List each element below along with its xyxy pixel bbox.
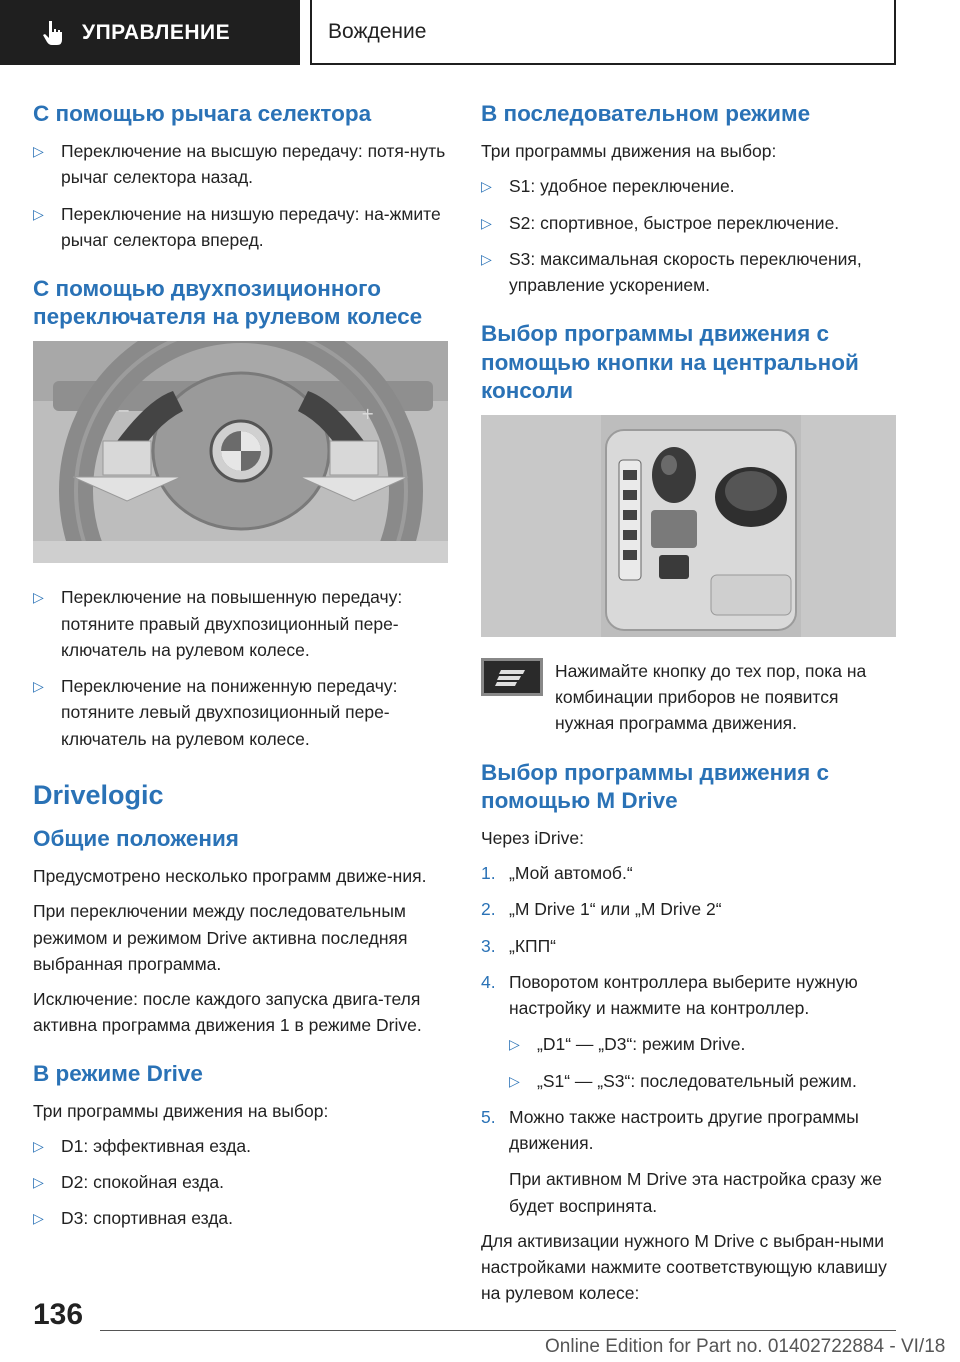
paragraph: Через iDrive: — [481, 827, 584, 848]
paragraph: Для активизации нужного M Drive с выбран-ными настройками нажмите соответствующую клавишу на рулевом колесе: — [481, 1230, 887, 1304]
console-button-row — [481, 658, 896, 737]
numbered-step: 5. Можно также настроить другие программы движения. — [481, 1106, 859, 1153]
mdrive-heading: Выбор программы движения с помощью M Drive — [481, 759, 829, 813]
section-title: Вождение — [328, 19, 427, 43]
footer-divider — [100, 1330, 896, 1331]
paragraph: Нажимайте кнопку до тех пор, пока на комбинации приборов не появится нужная программа движения. — [555, 660, 867, 734]
paddle-shifter-heading: С помощью двухпозиционного переключателя на рулевом колесе — [33, 276, 423, 330]
list-item: ▷ D1: эффективная езда. — [33, 1133, 448, 1159]
drivelogic-heading: Drivelogic — [33, 779, 164, 810]
triangle-bullet-icon: ▷ — [33, 589, 44, 606]
triangle-bullet-icon: ▷ — [481, 178, 492, 195]
general-heading: Общие положения — [33, 825, 239, 851]
steering-wheel-figure — [33, 341, 448, 568]
numbered-step: 3. „КПП“ — [481, 935, 557, 956]
triangle-bullet-icon: ▷ — [33, 205, 44, 222]
paragraph: Три программы движения на выбор: — [481, 141, 777, 162]
list-item: ▷ Переключение на высшую передачу: потя-нуть рычаг селектора назад. — [33, 138, 448, 191]
triangle-bullet-icon: ▷ — [33, 678, 44, 695]
list-item: ▷ „D1“ — „D3“: режим Drive. — [509, 1031, 896, 1057]
section-header — [310, 0, 896, 65]
console-button-heading: Выбор программы движения с помощью кнопки на центральной консоли — [481, 321, 859, 403]
list-item: ▷ Переключение на повышенную передачу: потяните правый двухпозиционный пере-ключатель на рулевом колесе. — [33, 584, 448, 663]
triangle-bullet-icon: ▷ — [33, 1137, 44, 1154]
numbered-step: 1. „Мой автомоб.“ — [481, 863, 633, 883]
triangle-bullet-icon: ▷ — [509, 1036, 520, 1053]
list-item: ▷ „S1“ — „S3“: последовательный режим. — [509, 1068, 896, 1094]
sequential-mode-heading: В последовательном режиме — [481, 101, 811, 126]
list-item: ▷ S2: спортивное, быстрое переключение. — [481, 210, 896, 236]
paragraph: При переключении между последовательным режимом и режимом Drive активна последняя выбранная программа. — [33, 901, 408, 974]
list-item: ▷ D2: спокойная езда. — [33, 1169, 448, 1195]
page-number: 136 — [33, 1298, 84, 1331]
list-item: ▷ Переключение на низшую передачу: на-жмите рычаг селектора вперед. — [33, 201, 448, 254]
triangle-bullet-icon: ▷ — [33, 1210, 44, 1227]
right-column — [481, 100, 896, 1316]
triangle-bullet-icon: ▷ — [481, 250, 492, 267]
triangle-bullet-icon: ▷ — [481, 214, 492, 231]
paragraph: Исключение: после каждого запуска двига-теля активна программа движения 1 в режиме Drive. — [33, 989, 422, 1036]
left-column — [33, 100, 448, 1242]
triangle-bullet-icon: ▷ — [509, 1072, 520, 1089]
paragraph: Три программы движения на выбор: — [33, 1100, 329, 1121]
triangle-bullet-icon: ▷ — [33, 1174, 44, 1191]
paragraph: Предусмотрено несколько программ движе-ния. — [33, 866, 427, 886]
svg-text:+: + — [361, 404, 375, 424]
list-item: ▷ Переключение на пониженную передачу: потяните левый двухпозиционный пере-ключатель на рулевом колесе. — [33, 673, 448, 752]
center-console-illustration — [481, 415, 896, 637]
drive-mode-heading: В режиме Drive — [33, 1060, 203, 1086]
list-item: ▷ D3: спортивная езда. — [33, 1205, 448, 1231]
numbered-step: 2. „M Drive 1“ или „M Drive 2“ — [481, 899, 722, 920]
steering-wheel-illustration — [33, 341, 448, 563]
selector-lever-heading: С помощью рычага селектора — [33, 101, 372, 126]
numbered-step: 4. Поворотом контроллера выберите нужную настройку и нажмите на контроллер. — [481, 971, 858, 1018]
center-console-figure — [481, 415, 896, 642]
paragraph: При активном M Drive эта настройка сразу же будет воспринята. — [509, 1169, 882, 1216]
chapter-tab — [0, 0, 300, 65]
drive-mode-button-icon — [481, 658, 543, 696]
svg-text:−: − — [117, 401, 131, 421]
triangle-bullet-icon: ▷ — [33, 143, 44, 160]
list-item: ▷ S3: максимальная скорость переключения, управление ускорением. — [481, 246, 896, 299]
edition-text: Online Edition for Part no. 01402722884 - VI/18 — [545, 1336, 946, 1357]
hand-pointer-icon — [42, 20, 64, 46]
chapter-label: УПРАВЛЕНИЕ — [82, 20, 231, 44]
list-item: ▷ S1: удобное переключение. — [481, 173, 896, 199]
